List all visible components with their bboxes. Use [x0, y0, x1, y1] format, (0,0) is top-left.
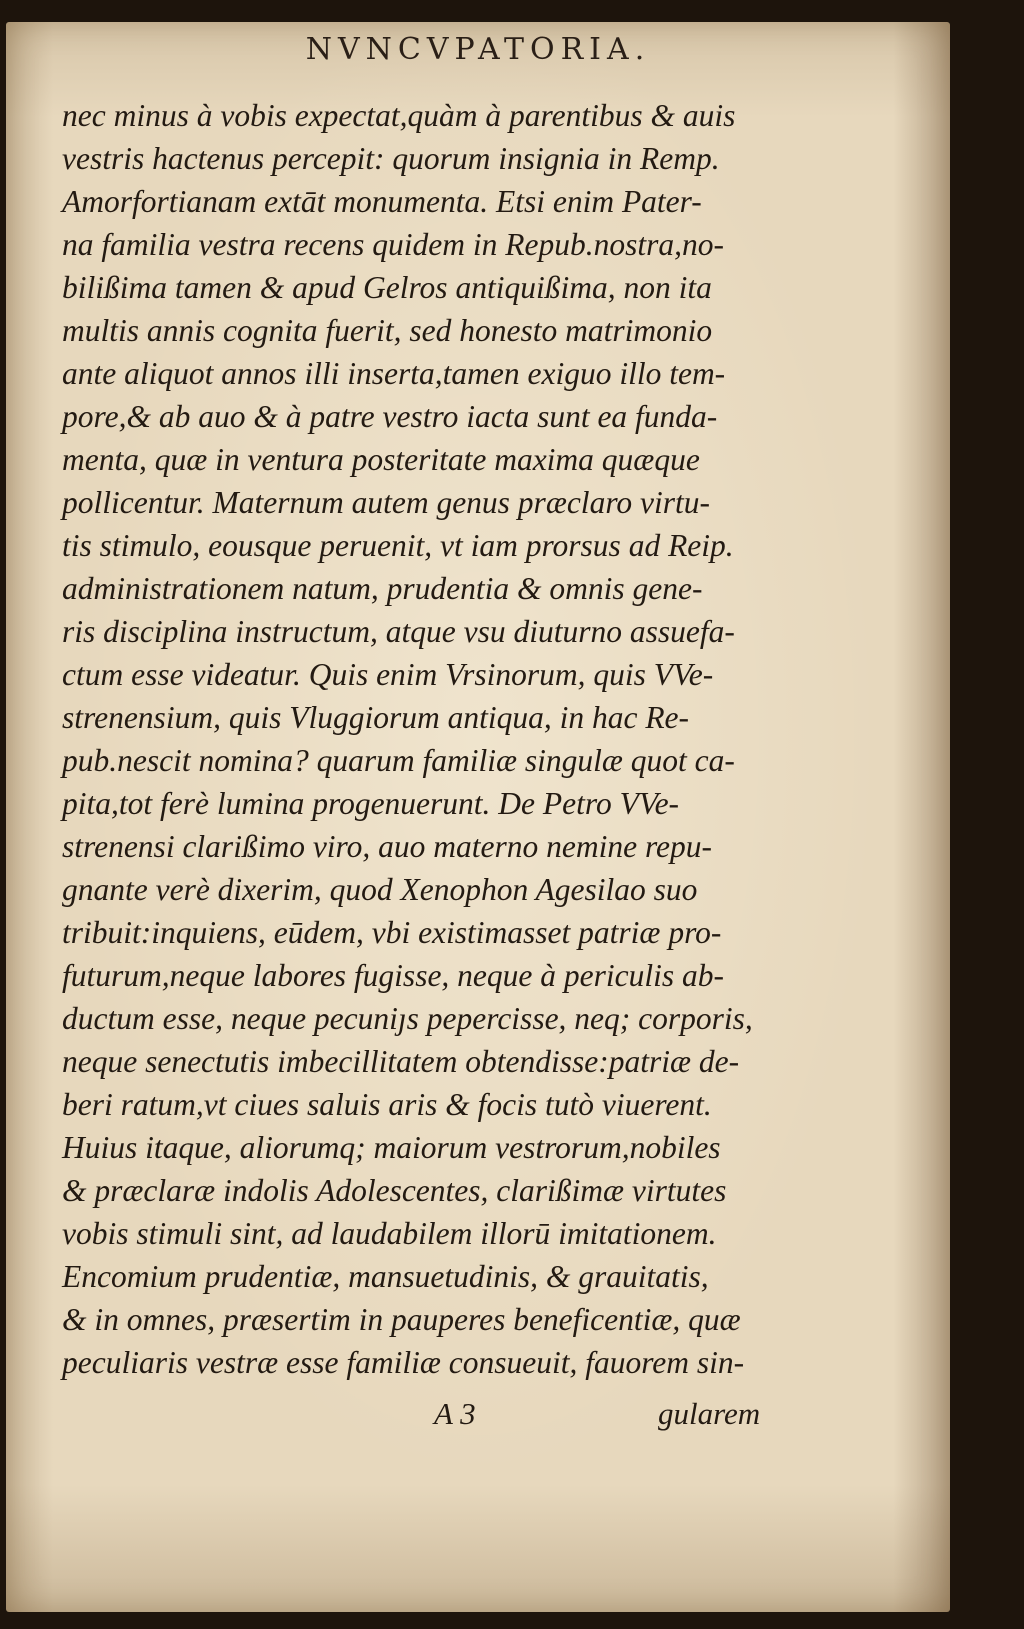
text-line: gnante verè dixerim, quod Xenophon Agesilao suo — [62, 872, 698, 907]
text-line: strenensi clarißimo viro, auo materno nemine repu- — [62, 829, 713, 864]
text-line: pollicentur. Maternum autem genus præclaro virtu- — [62, 485, 711, 520]
text-line: tis stimulo, eousque peruenit, vt iam prorsus ad Reip. — [62, 528, 734, 563]
text-line: tribuit:inquiens, eūdem, vbi existimasset patriæ pro- — [62, 915, 722, 950]
text-line: pita,tot ferè lumina progenuerunt. De Petro VVe- — [62, 786, 680, 821]
text-line: Amorfortianam extāt monumenta. Etsi enim Pater- — [62, 184, 702, 219]
body-text — [62, 94, 782, 1384]
catchword: gularem — [658, 1396, 761, 1431]
text-line: ctum esse videatur. Quis enim Vrsinorum, quis VVe- — [62, 657, 714, 692]
text-line: vobis stimuli sint, ad laudabilem illorū imitationem. — [62, 1216, 717, 1251]
text-line: Encomium prudentiæ, mansuetudinis, & grauitatis, — [62, 1259, 709, 1294]
text-line: na familia vestra recens quidem in Repub.nostra,no- — [62, 227, 724, 262]
text-line: vestris hactenus percepit: quorum insignia in Remp. — [62, 141, 720, 176]
page-heading: NVNCVPATORIA. — [305, 32, 651, 67]
text-line: neque senectutis imbecillitatem obtendisse:patriæ de- — [62, 1044, 740, 1079]
signature-mark: A 3 — [434, 1396, 476, 1431]
text-line: peculiaris vestræ esse familiæ consueuit, fauorem sin- — [62, 1345, 745, 1380]
text-line: Huius itaque, aliorumq; maiorum vestrorum,nobiles — [62, 1130, 721, 1165]
text-line: futurum,neque labores fugisse, neque à periculis ab- — [62, 958, 724, 993]
text-line: ante aliquot annos illi inserta,tamen exiguo illo tem- — [62, 356, 726, 391]
text-line: pub.nescit nomina? quarum familiæ singulæ quot ca- — [62, 743, 735, 778]
page-footer — [6, 1396, 950, 1440]
book-page — [6, 22, 950, 1612]
text-line: pore,& ab auo & à patre vestro iacta sunt ea funda- — [62, 399, 718, 434]
text-line: nec minus à vobis expectat,quàm à parentibus & auis — [62, 98, 736, 133]
text-line: administrationem natum, prudentia & omnis gene- — [62, 571, 703, 606]
text-line: & in omnes, præsertim in pauperes beneficentiæ, quæ — [62, 1302, 741, 1337]
text-line: beri ratum,vt ciues saluis aris & focis tutò viuerent. — [62, 1087, 712, 1122]
text-line: multis annis cognita fuerit, sed honesto matrimonio — [62, 313, 713, 348]
text-line: menta, quæ in ventura posteritate maxima quæque — [62, 442, 700, 477]
text-line: strenensium, quis Vluggiorum antiqua, in hac Re- — [62, 700, 690, 735]
text-line: bilißima tamen & apud Gelros antiquißima, non ita — [62, 270, 712, 305]
text-line: ductum esse, neque pecuniȷs pepercisse, neq; corporis, — [62, 1001, 753, 1036]
text-line: ris disciplina instructum, atque vsu diuturno assuefa- — [62, 614, 735, 649]
text-line: & præclaræ indolis Adolescentes, clarißimæ virtutes — [62, 1173, 727, 1208]
